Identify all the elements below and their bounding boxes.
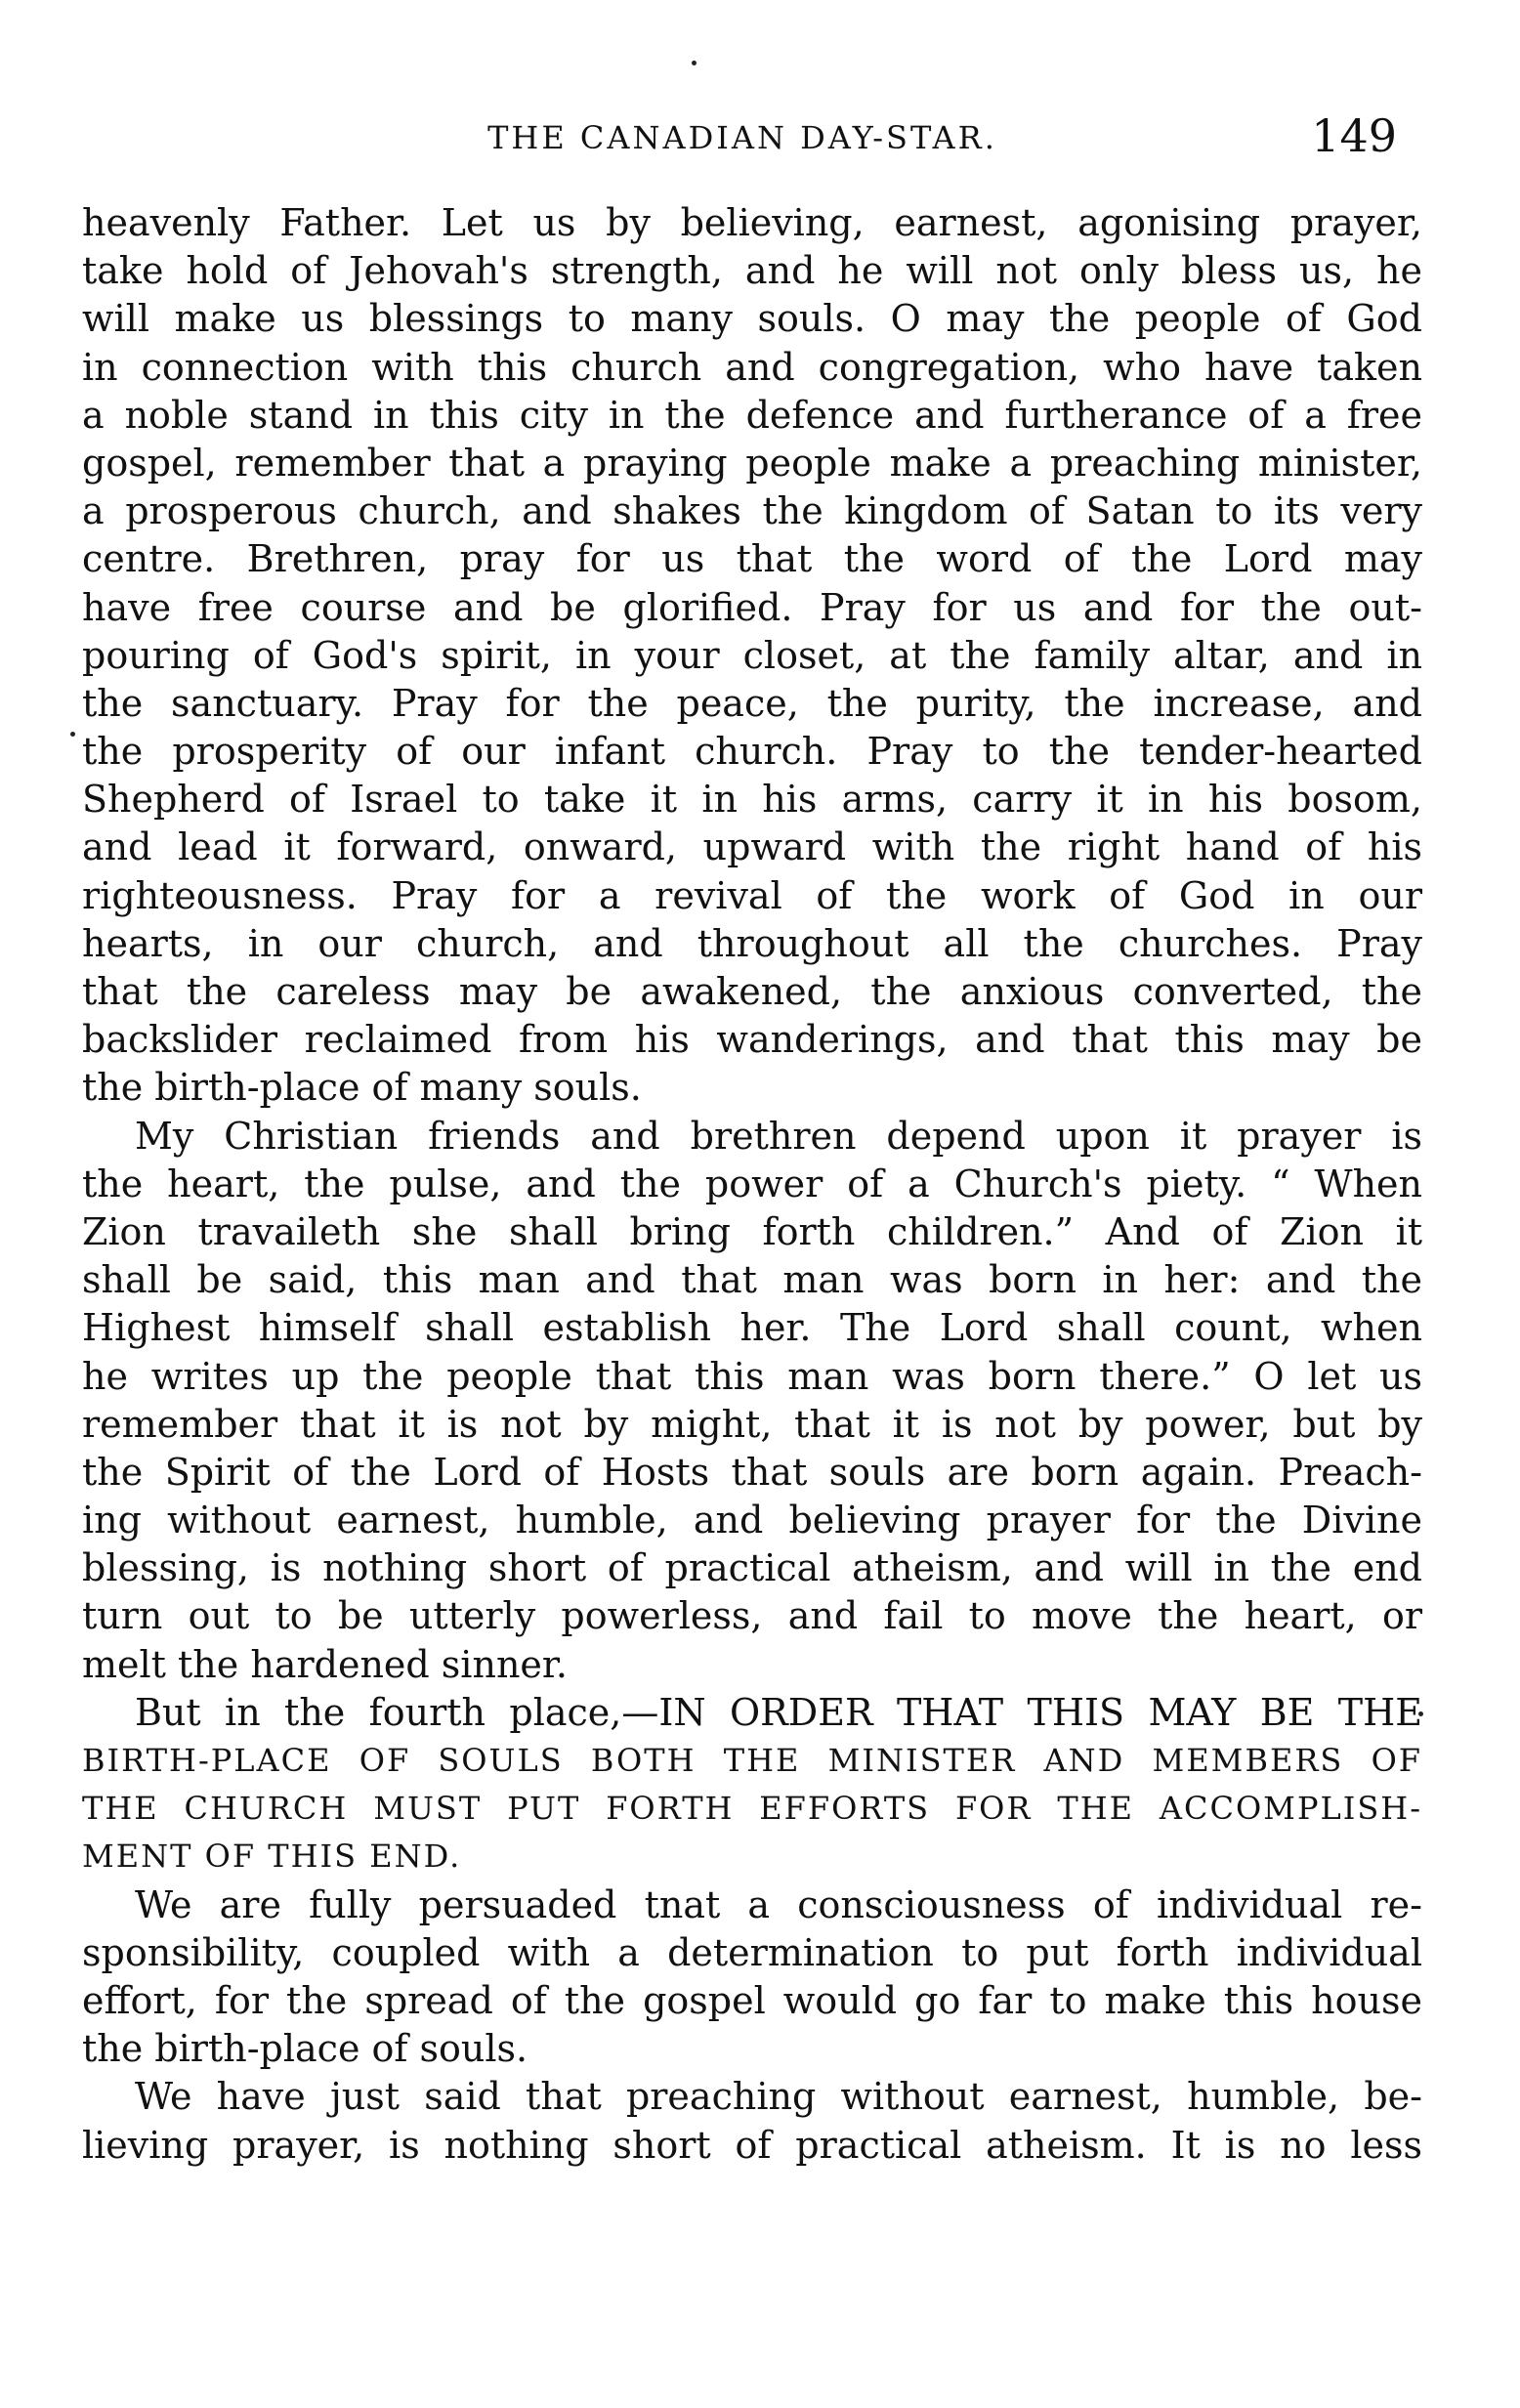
text-line: Highest himself shall establish her. The Lord shall count, when <box>82 1306 1422 1350</box>
text-line: hearts, in our church, and throughout all the churches. Pray <box>82 921 1422 965</box>
text-line: lieving prayer, is nothing short of practical atheism. It is no less <box>82 2123 1422 2167</box>
text-line: MENT OF THIS END. <box>82 1838 462 1876</box>
text-line: the birth-place of souls. <box>82 2027 528 2071</box>
text-line: BIRTH-PLACE OF SOULS BOTH THE MINISTER AND MEMBERS OF <box>82 1742 1422 1779</box>
text-line: the Spirit of the Lord of Hosts that souls are born again. Preach- <box>82 1450 1422 1494</box>
text-line: My Christian friends and brethren depend upon it prayer is <box>135 1114 1422 1158</box>
text-line: the heart, the pulse, and the power of a Church's piety. “ When <box>82 1162 1422 1205</box>
page-header <box>78 109 1407 174</box>
text-line: We are fully persuaded tnat a consciousness of individual re- <box>135 1882 1422 1926</box>
page-number: 149 <box>1311 109 1397 162</box>
text-line: and lead it forward, onward, upward with the right hand of his <box>82 825 1422 869</box>
text-line: THE CHURCH MUST PUT FORTH EFFORTS FOR THE ACCOMPLISH- <box>82 1790 1422 1828</box>
text-line: ing without earnest, humble, and believing prayer for the Divine <box>82 1499 1422 1542</box>
text-line: backslider reclaimed from his wanderings, and that this may be <box>82 1018 1422 1062</box>
text-line: Zion travaileth she shall bring forth children.” And of Zion it <box>82 1209 1422 1253</box>
text-line: in connection with this church and congregation, who have taken <box>82 345 1422 389</box>
ink-speck <box>70 732 75 737</box>
text-line: take hold of Jehovah's strength, and he will not only bless us, he <box>82 249 1422 293</box>
text-line: effort, for the spread of the gospel would go far to make this house <box>82 1978 1422 2022</box>
text-line: have free course and be glorified. Pray for us and for the out- <box>82 585 1422 629</box>
text-line: centre. Brethren, pray for us that the word of the Lord may <box>82 537 1422 581</box>
running-title: THE CANADIAN DAY-STAR. <box>487 119 997 156</box>
text-line: righteousness. Pray for a revival of the work of God in our <box>82 873 1422 917</box>
text-line: sponsibility, coupled with a determination to put forth individual <box>82 1930 1422 1974</box>
text-line: pouring of God's spirit, in your closet, at the family altar, and in <box>82 633 1422 677</box>
text-line: shall be said, this man and that man was born in her: and the <box>82 1258 1422 1302</box>
text-line: melt the hardened sinner. <box>82 1642 568 1686</box>
text-line: Shepherd of Israel to take it in his arms, carry it in his bosom, <box>82 778 1422 822</box>
body-text <box>82 199 1422 2170</box>
text-line: a prosperous church, and shakes the kingdom of Satan to its very <box>82 489 1422 533</box>
text-line: that the careless may be awakened, the anxious converted, the <box>82 970 1422 1013</box>
text-line: But in the fourth place,—IN ORDER THAT THIS MAY BE THE <box>135 1690 1422 1734</box>
text-line: gospel, remember that a praying people make a preaching minister, <box>82 441 1422 485</box>
text-line: We have just said that preaching without earnest, humble, be- <box>135 2075 1422 2119</box>
text-line: the birth-place of many souls. <box>82 1066 642 1110</box>
text-line: a noble stand in this city in the defence and furtherance of a free <box>82 393 1422 437</box>
text-line: blessing, is nothing short of practical atheism, and will in the end <box>82 1546 1422 1590</box>
text-line: will make us blessings to many souls. O may the people of God <box>82 297 1422 341</box>
text-line: the prosperity of our infant church. Pray to the tender-hearted <box>82 730 1422 774</box>
ink-speck <box>692 61 697 65</box>
text-line: turn out to be utterly powerless, and fail to move the heart, or <box>82 1594 1422 1638</box>
text-line: remember that it is not by might, that it is not by power, but by <box>82 1402 1422 1446</box>
text-line: the sanctuary. Pray for the peace, the purity, the increase, and <box>82 681 1422 725</box>
text-line: he writes up the people that this man was born there.” O let us <box>82 1354 1422 1398</box>
text-line: heavenly Father. Let us by believing, earnest, agonising prayer, <box>82 201 1422 244</box>
